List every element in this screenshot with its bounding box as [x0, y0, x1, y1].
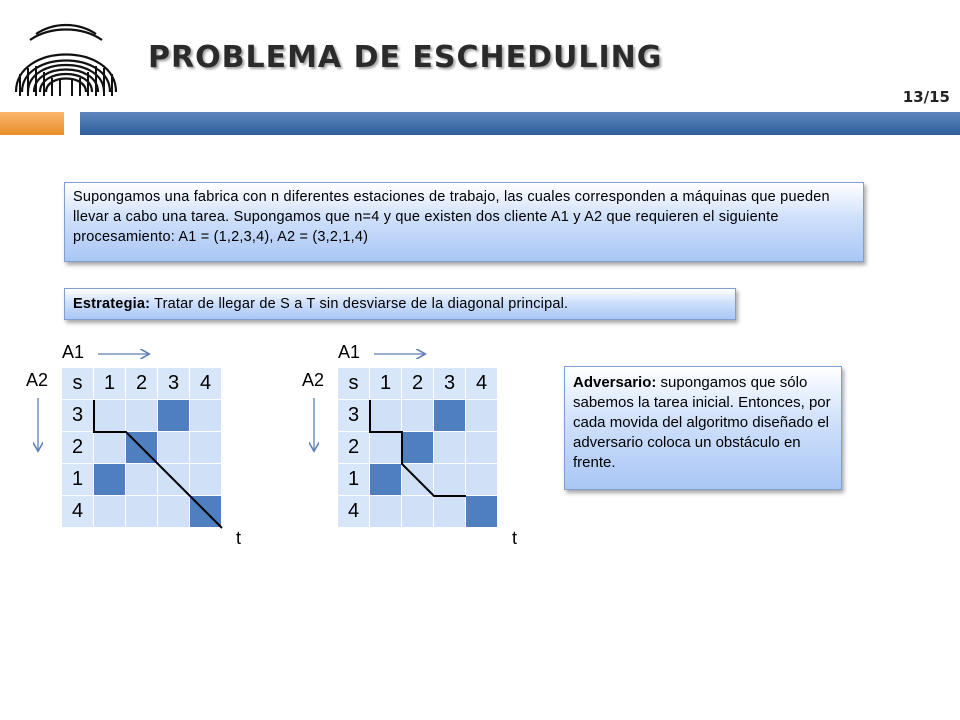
column-header-label: 3 — [167, 372, 180, 394]
grid-cell — [370, 432, 401, 463]
grid-cell — [126, 400, 157, 431]
grid-cell — [370, 400, 401, 431]
grid-cell — [402, 496, 433, 527]
intro-text: Supongamos una fabrica con n diferentes estaciones de trabajo, las cuales corresponden a máquinas que pueden llevar a cabo una tarea. Supongamos que n=4 y que existen dos cliente A1 y A2 que requieren el siguiente procesamiento: A1 = (1,2,3,4), A2 = (3,2,1,4) — [73, 189, 830, 245]
obstacle-cell — [402, 432, 433, 463]
row-header-label: 1 — [71, 468, 84, 490]
header-accent-bar-blue — [80, 112, 960, 135]
obstacle-cell — [466, 496, 497, 527]
row-header-label: 1 — [347, 468, 360, 490]
grid-cell — [190, 400, 221, 431]
grid-cell — [434, 464, 465, 495]
column-header-label: 4 — [199, 372, 212, 394]
strategy-text: Tratar de llegar de S a T sin desviarse de la diagonal principal. — [150, 296, 569, 312]
grid-cell — [466, 432, 497, 463]
intro-text-box — [64, 182, 864, 262]
grid-cell — [434, 432, 465, 463]
grid-cell — [94, 496, 125, 527]
row-header-label: 2 — [71, 436, 84, 458]
grid-cell — [190, 432, 221, 463]
grid-cell — [370, 496, 401, 527]
grid-cell — [402, 400, 433, 431]
grid-cell — [466, 400, 497, 431]
column-header-label: s — [348, 372, 359, 394]
grid-cell — [158, 432, 189, 463]
row-header-label: 4 — [347, 500, 360, 522]
grid-cell — [158, 496, 189, 527]
a2-label: A2 — [26, 370, 49, 390]
column-header-label: 1 — [103, 372, 116, 394]
column-header-label: 2 — [135, 372, 148, 394]
a1-label: A1 — [62, 342, 85, 362]
schedule-diagram-2 — [296, 340, 536, 560]
row-header-label: 3 — [347, 404, 360, 426]
a2-label: A2 — [302, 370, 325, 390]
obstacle-cell — [94, 464, 125, 495]
t-label: t — [512, 528, 518, 548]
column-header-label: 3 — [443, 372, 456, 394]
university-dome-logo-icon — [10, 22, 122, 100]
t-label: t — [236, 528, 242, 548]
adversary-box — [564, 366, 842, 490]
obstacle-cell — [370, 464, 401, 495]
column-header-label: 4 — [475, 372, 488, 394]
strategy-label: Estrategia: — [73, 296, 151, 312]
grid-cell — [190, 464, 221, 495]
strategy-box — [64, 288, 736, 320]
schedule-diagram-1 — [20, 340, 260, 560]
grid-cell — [94, 400, 125, 431]
a1-label: A1 — [338, 342, 361, 362]
header-accent-bar-orange — [0, 112, 64, 135]
grid-cell — [94, 432, 125, 463]
page-number: 13/15 — [902, 88, 950, 106]
obstacle-cell — [158, 400, 189, 431]
grid-cell — [466, 464, 497, 495]
adversary-text: supongamos que sólo sabemos la tarea inicial. Entonces, por cada movida del algoritmo diseñado el adversario coloca un obstáculo en frente. — [573, 374, 831, 471]
column-header-label: 2 — [411, 372, 424, 394]
grid-cell — [126, 464, 157, 495]
grid-cell — [434, 496, 465, 527]
page-title: PROBLEMA DE ESCHEDULING — [148, 40, 663, 75]
obstacle-cell — [434, 400, 465, 431]
row-header-label: 2 — [347, 436, 360, 458]
row-header-label: 3 — [71, 404, 84, 426]
grid-cell — [126, 496, 157, 527]
column-header-label: s — [72, 372, 83, 394]
column-header-label: 1 — [379, 372, 392, 394]
adversary-label: Adversario: — [573, 374, 657, 391]
row-header-label: 4 — [71, 500, 84, 522]
